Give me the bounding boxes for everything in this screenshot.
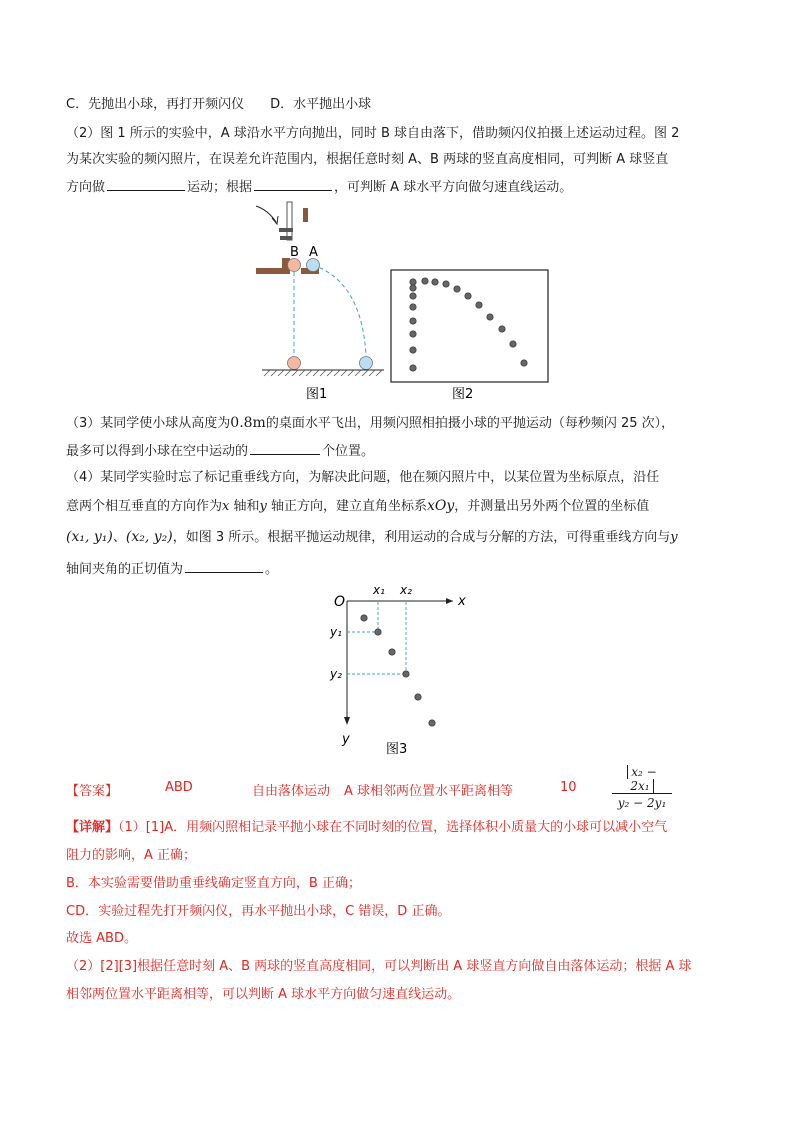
blank-3	[250, 440, 320, 455]
question-3-line-1: （3）某同学使小球从高度为0.8m的桌面水平飞出，用频闪照相拍摄小球的平抛运动（每秒频闪 25 次），	[66, 415, 675, 431]
question-3-line-2: 最多可以得到小球在空中运动的 个位置。	[66, 440, 374, 462]
label-ball-a: A	[309, 245, 318, 260]
detail-line-7: 相邻两位置水平距离相等，可以判断 A 球水平方向做匀速直线运动。	[66, 987, 461, 1002]
figure-1-caption: 图1	[306, 387, 328, 402]
option-cd-line: C．先抛出小球，再打开频闪仪 D．水平抛出小球	[66, 97, 372, 112]
blank-4	[185, 558, 263, 573]
detail-line-4: CD．实验过程先打开频闪仪，再水平抛出小球，C 错误，D 正确。	[66, 904, 451, 919]
question-2-line-1: （2）图 1 所示的实验中，A 球沿水平方向抛出，同时 B 球自由落下，借助频闪仪拍摄上述运动过程。图 2	[66, 126, 680, 141]
question-4-line-3: (x₁, y₁)、(x₂, y₂)，如图 3 所示。根据平抛运动规律，利用运动的合成与分解的方法，可得重垂线方向与y	[66, 529, 678, 545]
answer-2: 自由落体运动	[252, 784, 331, 799]
detail-line-2: 阻力的影响，A 正确；	[66, 848, 197, 863]
fig3-dots	[361, 615, 435, 726]
question-2-line-3: 方向做 运动；根据 ，可判断 A 球水平方向做匀速直线运动。	[66, 176, 572, 198]
ball-a-top	[307, 259, 320, 272]
ball-b-bottom	[288, 357, 301, 370]
x-axis-label: x	[458, 594, 466, 609]
answer-4: 10	[560, 780, 577, 795]
ball-a-bottom	[360, 357, 373, 370]
answer-3: A 球相邻两位置水平距离相等	[344, 784, 514, 799]
answer-tag: 【答案】	[66, 784, 119, 799]
figure-2	[391, 270, 548, 402]
label-ball-b: B	[290, 245, 299, 260]
answer-5-fraction: $\frac{\text{x₂ − 2x₁}}{\text{y₂ − 2y₁}}$	[612, 765, 672, 810]
question-4-line-4: 轴间夹角的正切值为 。	[66, 558, 278, 580]
y1-label: y₁	[330, 625, 342, 639]
ball-b-top	[288, 259, 301, 272]
detail-line-3: B．本实验需要借助重垂线确定竖直方向，B 正确；	[66, 876, 361, 891]
origin-label: O	[334, 594, 346, 610]
figure-3	[320, 580, 480, 760]
detail-line-5: 故选 ABD。	[66, 931, 137, 946]
figure-2-caption: 图2	[452, 387, 474, 402]
question-2-line-2: 为某次实验的频闪照片，在误差允许范围内，根据任意时刻 A、B 两球的竖直高度相同，可判断 A 球竖直	[66, 152, 669, 167]
y-axis-label: y	[342, 732, 350, 747]
answer-1: ABD	[165, 780, 193, 795]
x1-label: x₁	[373, 583, 385, 597]
x2-label: x₂	[400, 583, 412, 597]
figure-1	[256, 202, 384, 402]
figure-3-caption: 图3	[386, 742, 408, 757]
detail-line-1: 【详解】（1）[1]A．用频闪照相记录平抛小球在不同时刻的位置，选择体积小质量大的小球可以减小空气	[66, 820, 668, 835]
y2-label: y₂	[330, 667, 342, 681]
question-4-line-2: 意两个相互垂直的方向作为x 轴和y 轴正方向，建立直角坐标系xOy，并测量出另外两个位置的坐标值	[66, 498, 650, 514]
detail-line-6: （2）[2][3]根据任意时刻 A、B 两球的竖直高度相同，可以判断出 A 球竖直方向做自由落体运动；根据 A 球	[66, 959, 692, 974]
question-4-line-1: （4）某同学实验时忘了标记重垂线方向，为解决此问题，他在频闪照片中，以某位置为坐标原点，沿任	[66, 470, 660, 485]
